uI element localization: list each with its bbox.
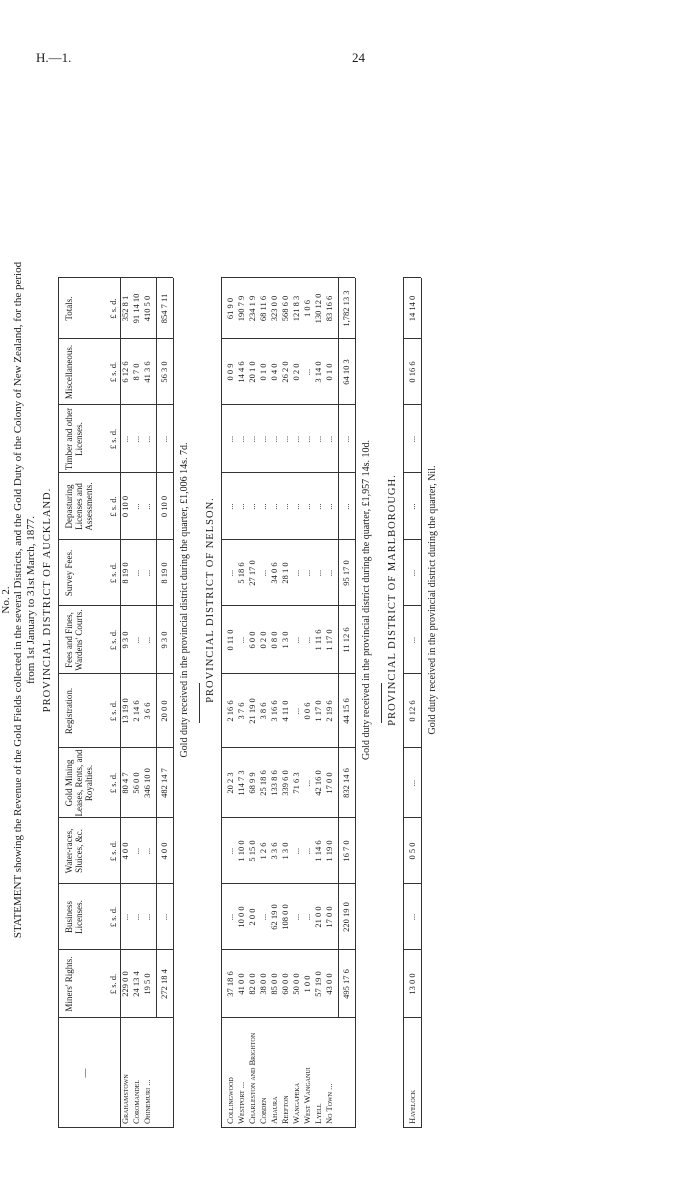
row-cell: ... [225, 569, 235, 577]
statement-title: STATEMENT showing the Revenue of the Gold Fields collected in the several Districts, and the Gold Duty of the Colony of New Zealand, for the period [12, 261, 24, 939]
row-cell: 27 17 0 [247, 560, 257, 586]
row-cell: 34 0 6 [269, 562, 279, 584]
column-header: Water-races, Sluices, &c. [64, 828, 84, 874]
column-header: Survey Fees. [64, 549, 74, 597]
table-row [247, 278, 258, 1128]
row-cell: 1 17 0 [313, 700, 323, 722]
column-divider [58, 472, 173, 473]
rotated-statement [0, 40, 700, 1150]
total-cell: ... [341, 435, 351, 443]
column-divider [403, 539, 421, 540]
row-cell: ... [291, 503, 301, 510]
row-place-name: Charleston and Brighton [247, 1032, 257, 1124]
row-cell: 108 0 0 [280, 904, 290, 930]
row-cell: 410 5 0 [142, 295, 152, 322]
row-cell: 130 12 0 [313, 293, 323, 324]
row-cell: 20 2 3 [225, 772, 235, 794]
row-cell: ... [225, 435, 235, 443]
row-cell: 13 0 0 [407, 973, 417, 995]
row-cell: 17 0 0 [324, 906, 334, 928]
row-cell: 339 6 0 [280, 770, 290, 796]
row-cell: 2 16 6 [225, 700, 235, 722]
totals-row [341, 278, 352, 1128]
row-cell: ... [236, 435, 246, 443]
row-cell: ... [258, 913, 268, 921]
row-cell: ... [236, 636, 246, 644]
row-cell: 41 0 0 [236, 973, 246, 995]
total-cell: 95 17 0 [341, 560, 351, 586]
column-header: Gold Mining Leases, Rents, and Royalties. [64, 749, 94, 817]
units-label: £ s. d. [108, 428, 118, 450]
row-place-name: Cobden [258, 1097, 268, 1124]
row-cell: ... [258, 435, 268, 443]
table-bottom-rule [355, 278, 356, 1128]
row-place-name: Wangapeka [291, 1082, 301, 1124]
row-cell: 38 0 0 [258, 973, 268, 995]
row-cell: 14 4 6 [236, 361, 246, 383]
column-divider [403, 338, 421, 339]
row-cell: 17 0 0 [324, 772, 334, 794]
table-row [225, 278, 236, 1128]
place-column-header: — [80, 1068, 90, 1078]
section-separator [199, 683, 200, 723]
column-header: Fees and Fines, Wardens' Courts. [64, 609, 84, 671]
row-cell: 1 3 0 [280, 842, 290, 860]
units-label: £ s. d. [108, 906, 118, 928]
row-cell: ... [291, 707, 301, 715]
column-header: Miners' Rights. [64, 956, 74, 1012]
table-row [142, 278, 153, 1128]
row-place-name: Coromandel [131, 1079, 141, 1124]
row-cell: ... [302, 636, 312, 644]
units-label: £ s. d. [108, 562, 118, 584]
column-divider [221, 277, 355, 278]
row-cell: ... [291, 913, 301, 921]
row-cell: 0 8 0 [269, 631, 279, 649]
row-place-name: West Wanganui [302, 1067, 312, 1124]
row-place-name: No Town ... [324, 1083, 334, 1124]
row-cell: 21 0 0 [313, 906, 323, 928]
column-header: Depasturing Licenses and Assessments. [64, 482, 94, 531]
column-divider [403, 949, 421, 950]
row-cell: 91 14 10 [131, 293, 141, 324]
row-cell: 1 10 0 [236, 840, 246, 862]
units-label: £ s. d. [108, 840, 118, 862]
row-cell: 28 1 0 [280, 562, 290, 584]
row-cell: 229 0 0 [120, 971, 130, 997]
row-cell: ... [131, 913, 141, 921]
row-cell: 0 0 6 [302, 702, 312, 720]
row-cell: 0 4 0 [269, 363, 279, 381]
total-cell: 4 0 0 [159, 842, 169, 860]
total-cell: 495 17 6 [341, 969, 351, 999]
row-cell: 25 18 6 [258, 770, 268, 796]
page-ref: H.—1. [36, 50, 72, 65]
row-cell: 37 18 6 [225, 971, 235, 997]
row-cell: 50 0 0 [291, 973, 301, 995]
row-place-name: Ohinemuri ... [142, 1079, 152, 1124]
column-divider [58, 747, 173, 748]
table-top-rule [403, 278, 404, 1128]
row-place-name: Reefton [280, 1095, 290, 1124]
row-cell: ... [291, 569, 301, 577]
row-cell: 1 3 0 [280, 631, 290, 649]
row-cell: 82 0 0 [247, 973, 257, 995]
column-divider [403, 883, 421, 884]
row-cell: ... [131, 435, 141, 443]
row-cell: ... [131, 503, 141, 510]
row-cell: 8 7 0 [131, 363, 141, 381]
row-cell: 121 8 3 [291, 295, 301, 322]
total-cell: 8 19 0 [159, 562, 169, 584]
table-bottom-rule [173, 278, 174, 1128]
row-cell: 57 19 0 [313, 971, 323, 997]
row-cell: 2 0 0 [247, 908, 257, 926]
row-cell: ... [225, 847, 235, 855]
row-cell: ... [291, 636, 301, 644]
row-cell: ... [120, 435, 130, 443]
table-top-rule [58, 278, 59, 1128]
row-place-name: Grahamstown [120, 1074, 130, 1124]
row-cell: 1 0 6 [302, 300, 312, 317]
section-title: PROVINCIAL DISTRICT OF NELSON. [205, 497, 216, 703]
column-divider [58, 883, 173, 884]
column-divider [58, 817, 173, 818]
row-cell: 68 11 6 [258, 295, 268, 322]
row-cell: ... [247, 435, 257, 443]
row-cell: ... [324, 569, 334, 577]
column-divider [58, 404, 173, 405]
row-cell: 4 0 0 [120, 842, 130, 860]
column-divider [221, 539, 355, 540]
gold-duty-note: Gold duty received in the provincial district during the quarter, £1,957 14s. 10d. [361, 439, 372, 761]
table-row [258, 278, 269, 1128]
total-cell: 9 3 0 [159, 631, 169, 649]
column-divider [403, 1017, 421, 1018]
row-cell: 133 8 6 [269, 770, 279, 796]
row-cell: 1 11 6 [313, 629, 323, 651]
column-divider [221, 747, 355, 748]
row-cell: 0 11 0 [225, 629, 235, 651]
row-cell: 10 0 0 [236, 906, 246, 928]
row-cell: 3 14 0 [313, 361, 323, 383]
column-divider [221, 673, 355, 674]
row-cell: 2 19 6 [324, 700, 334, 722]
row-cell: 0 0 9 [225, 363, 235, 381]
column-header: Timber and other Licenses. [64, 407, 84, 471]
units-label: £ s. d. [108, 496, 118, 517]
row-cell: ... [142, 913, 152, 921]
row-cell: ... [269, 435, 279, 443]
column-header: Miscellaneous. [64, 344, 74, 400]
column-divider [58, 949, 173, 950]
column-divider [403, 404, 421, 405]
row-cell: 0 2 0 [291, 363, 301, 381]
column-divider [58, 277, 173, 278]
row-cell: ... [258, 569, 268, 577]
row-place-name: Westport ... [236, 1081, 246, 1124]
row-cell: ... [313, 435, 323, 443]
column-divider [403, 817, 421, 818]
row-cell: ... [313, 503, 323, 510]
table-row [120, 278, 131, 1128]
row-cell: 60 0 0 [280, 973, 290, 995]
row-cell: 0 12 6 [407, 700, 417, 722]
row-cell: 0 1 0 [324, 363, 334, 381]
row-cell: 352 8 1 [120, 295, 130, 322]
column-divider [58, 1127, 173, 1128]
total-cell: ... [159, 913, 169, 921]
column-divider [58, 605, 173, 606]
row-cell: 6 12 6 [120, 361, 130, 383]
section-title: PROVINCIAL DISTRICT OF MARLBOROUGH. [387, 474, 398, 726]
column-header: Registration. [64, 687, 74, 735]
table-row [324, 278, 335, 1128]
column-divider [403, 277, 421, 278]
row-cell: ... [407, 435, 417, 443]
row-cell: 19 5 0 [142, 973, 152, 995]
column-divider [403, 1127, 421, 1128]
row-cell: 21 19 0 [247, 698, 257, 724]
row-cell: ... [280, 503, 290, 510]
row-cell: ... [291, 435, 301, 443]
row-cell: 0 5 0 [407, 842, 417, 860]
row-cell: ... [142, 435, 152, 443]
table-row [407, 278, 418, 1128]
row-cell: 5 18 6 [236, 562, 246, 584]
total-cell: 44 15 6 [341, 698, 351, 724]
row-cell: ... [142, 847, 152, 855]
row-cell: ... [302, 779, 312, 787]
column-divider [221, 338, 355, 339]
table-bottom-rule [421, 278, 422, 1128]
total-cell: 1,782 13 3 [341, 290, 351, 327]
row-cell: 43 0 0 [324, 973, 334, 995]
column-header: Business Licenses. [64, 900, 84, 934]
column-divider [221, 883, 355, 884]
row-place-name: Ahaura [269, 1096, 279, 1124]
row-cell: ... [302, 435, 312, 443]
row-cell: 1 0 0 [302, 975, 312, 993]
row-cell: ... [302, 368, 312, 376]
total-cell: 64 10 3 [341, 359, 351, 385]
gold-duty-note: Gold duty received in the provincial district during the quarter, Nil. [427, 465, 438, 735]
row-cell: 68 9 9 [247, 772, 257, 794]
table-row [280, 278, 291, 1128]
row-cell: 83 16 6 [324, 295, 334, 322]
row-cell: 2 14 6 [131, 700, 141, 722]
table-row [313, 278, 324, 1128]
row-cell: 0 10 0 [120, 495, 130, 518]
total-cell: 20 0 0 [159, 700, 169, 722]
row-cell: ... [302, 913, 312, 921]
column-divider [403, 673, 421, 674]
row-cell: ... [324, 435, 334, 443]
total-cell: 11 12 6 [341, 627, 351, 653]
row-cell: ... [258, 503, 268, 510]
column-divider [221, 605, 355, 606]
units-label: £ s. d. [108, 973, 118, 995]
row-place-name: Lyell [313, 1103, 323, 1124]
table-row [131, 278, 142, 1128]
total-rule [338, 278, 339, 1018]
row-cell: 5 15 0 [247, 840, 257, 862]
column-divider [58, 673, 173, 674]
row-cell: 568 6 0 [280, 295, 290, 322]
row-cell: ... [269, 503, 279, 510]
column-divider [403, 605, 421, 606]
row-cell: 323 0 0 [269, 295, 279, 322]
row-cell: ... [302, 569, 312, 577]
page-number: 24 [352, 50, 365, 65]
section-separator [381, 683, 382, 723]
row-cell: 42 16 0 [313, 770, 323, 796]
totals-row [159, 278, 170, 1128]
total-cell: 482 14 7 [159, 768, 169, 798]
row-cell: ... [131, 636, 141, 644]
row-cell: 14 14 0 [407, 295, 417, 322]
row-cell: 0 1 0 [258, 363, 268, 381]
table-row [302, 278, 313, 1128]
row-cell: 3 8 6 [258, 702, 268, 720]
row-cell: ... [407, 779, 417, 787]
total-cell: 832 14 6 [341, 768, 351, 798]
row-cell: ... [247, 503, 257, 510]
row-cell: ... [225, 503, 235, 510]
row-cell: 190 7 9 [236, 295, 246, 322]
total-cell: ... [159, 435, 169, 443]
gold-duty-note: Gold duty received in the provincial district during the quarter, £1,006 14s. 7d. [179, 442, 190, 758]
table-row [236, 278, 247, 1128]
column-divider [221, 404, 355, 405]
row-cell: 1 19 0 [324, 840, 334, 862]
row-cell: ... [324, 503, 334, 510]
column-divider [403, 472, 421, 473]
row-cell: ... [407, 569, 417, 577]
table-top-rule [221, 278, 222, 1128]
row-cell: ... [302, 503, 312, 510]
row-cell: 114 7 3 [236, 770, 246, 796]
row-cell: ... [407, 503, 417, 510]
row-cell: 24 13 4 [131, 971, 141, 997]
row-cell: ... [280, 435, 290, 443]
row-place-name: Collingwood [225, 1077, 235, 1124]
row-cell: 0 2 0 [258, 631, 268, 649]
row-cell: 1 17 0 [324, 629, 334, 651]
row-cell: 3 7 6 [236, 702, 246, 720]
row-cell: 8 19 0 [120, 562, 130, 584]
column-header: Totals. [64, 296, 74, 321]
units-label: £ s. d. [108, 298, 118, 319]
row-cell: 234 1 9 [247, 295, 257, 322]
row-cell: 9 3 0 [120, 631, 130, 649]
row-cell: ... [142, 636, 152, 644]
row-cell: 4 11 0 [280, 700, 290, 722]
row-cell: 6 0 0 [247, 631, 257, 649]
row-cell: 13 19 0 [120, 698, 130, 724]
row-cell: 41 3 6 [142, 361, 152, 383]
row-cell: 20 1 0 [247, 361, 257, 383]
row-cell: ... [120, 913, 130, 921]
column-divider [221, 1127, 355, 1128]
column-divider [58, 1017, 173, 1018]
column-divider [58, 539, 173, 540]
row-cell: 3 3 6 [269, 842, 279, 860]
total-cell: 0 10 0 [159, 495, 169, 518]
table-row [269, 278, 280, 1128]
total-cell: ... [341, 503, 351, 510]
section-title: PROVINCIAL DISTRICT OF AUCKLAND. [42, 487, 53, 713]
row-cell: 62 19 0 [269, 904, 279, 930]
column-divider [58, 338, 173, 339]
row-cell: 0 16 6 [407, 361, 417, 383]
column-divider [221, 1017, 355, 1018]
table-row [291, 278, 302, 1128]
row-cell: ... [142, 503, 152, 510]
total-cell: 16 7 0 [341, 840, 351, 862]
row-cell: ... [131, 569, 141, 577]
row-cell: 71 6 3 [291, 772, 301, 794]
column-divider [221, 949, 355, 950]
units-label: £ s. d. [108, 700, 118, 722]
row-cell: ... [142, 569, 152, 577]
units-label: £ s. d. [108, 361, 118, 383]
units-label: £ s. d. [108, 629, 118, 651]
row-cell: 346 10 0 [142, 768, 152, 798]
column-divider [221, 472, 355, 473]
statement-period: from 1st January to 31st March, 1877. [25, 515, 37, 685]
row-cell: ... [131, 847, 141, 855]
row-cell: 56 0 0 [131, 772, 141, 794]
units-label: £ s. d. [108, 772, 118, 794]
statement-number: No. 2. [0, 586, 12, 614]
row-cell: 3 16 6 [269, 700, 279, 722]
row-cell: ... [291, 847, 301, 855]
row-cell: ... [302, 847, 312, 855]
row-cell: 26 2 0 [280, 361, 290, 383]
row-cell: 61 9 0 [225, 297, 235, 320]
total-rule [156, 278, 157, 1018]
column-divider [221, 817, 355, 818]
row-cell: ... [236, 503, 246, 510]
total-cell: 272 18 4 [159, 969, 169, 999]
row-cell: 85 0 0 [269, 973, 279, 995]
row-cell: 1 2 6 [258, 842, 268, 860]
row-cell: ... [407, 636, 417, 644]
total-cell: 854 7 11 [159, 293, 169, 324]
row-place-name: Havelock [407, 1089, 417, 1124]
total-cell: 56 3 0 [159, 361, 169, 383]
row-cell: 1 14 6 [313, 840, 323, 862]
row-cell: 80 4 7 [120, 772, 130, 794]
row-cell: 3 6 6 [142, 702, 152, 720]
column-divider [403, 747, 421, 748]
total-cell: 220 19 0 [341, 902, 351, 932]
row-cell: ... [313, 569, 323, 577]
row-cell: ... [407, 913, 417, 921]
row-cell: ... [225, 913, 235, 921]
